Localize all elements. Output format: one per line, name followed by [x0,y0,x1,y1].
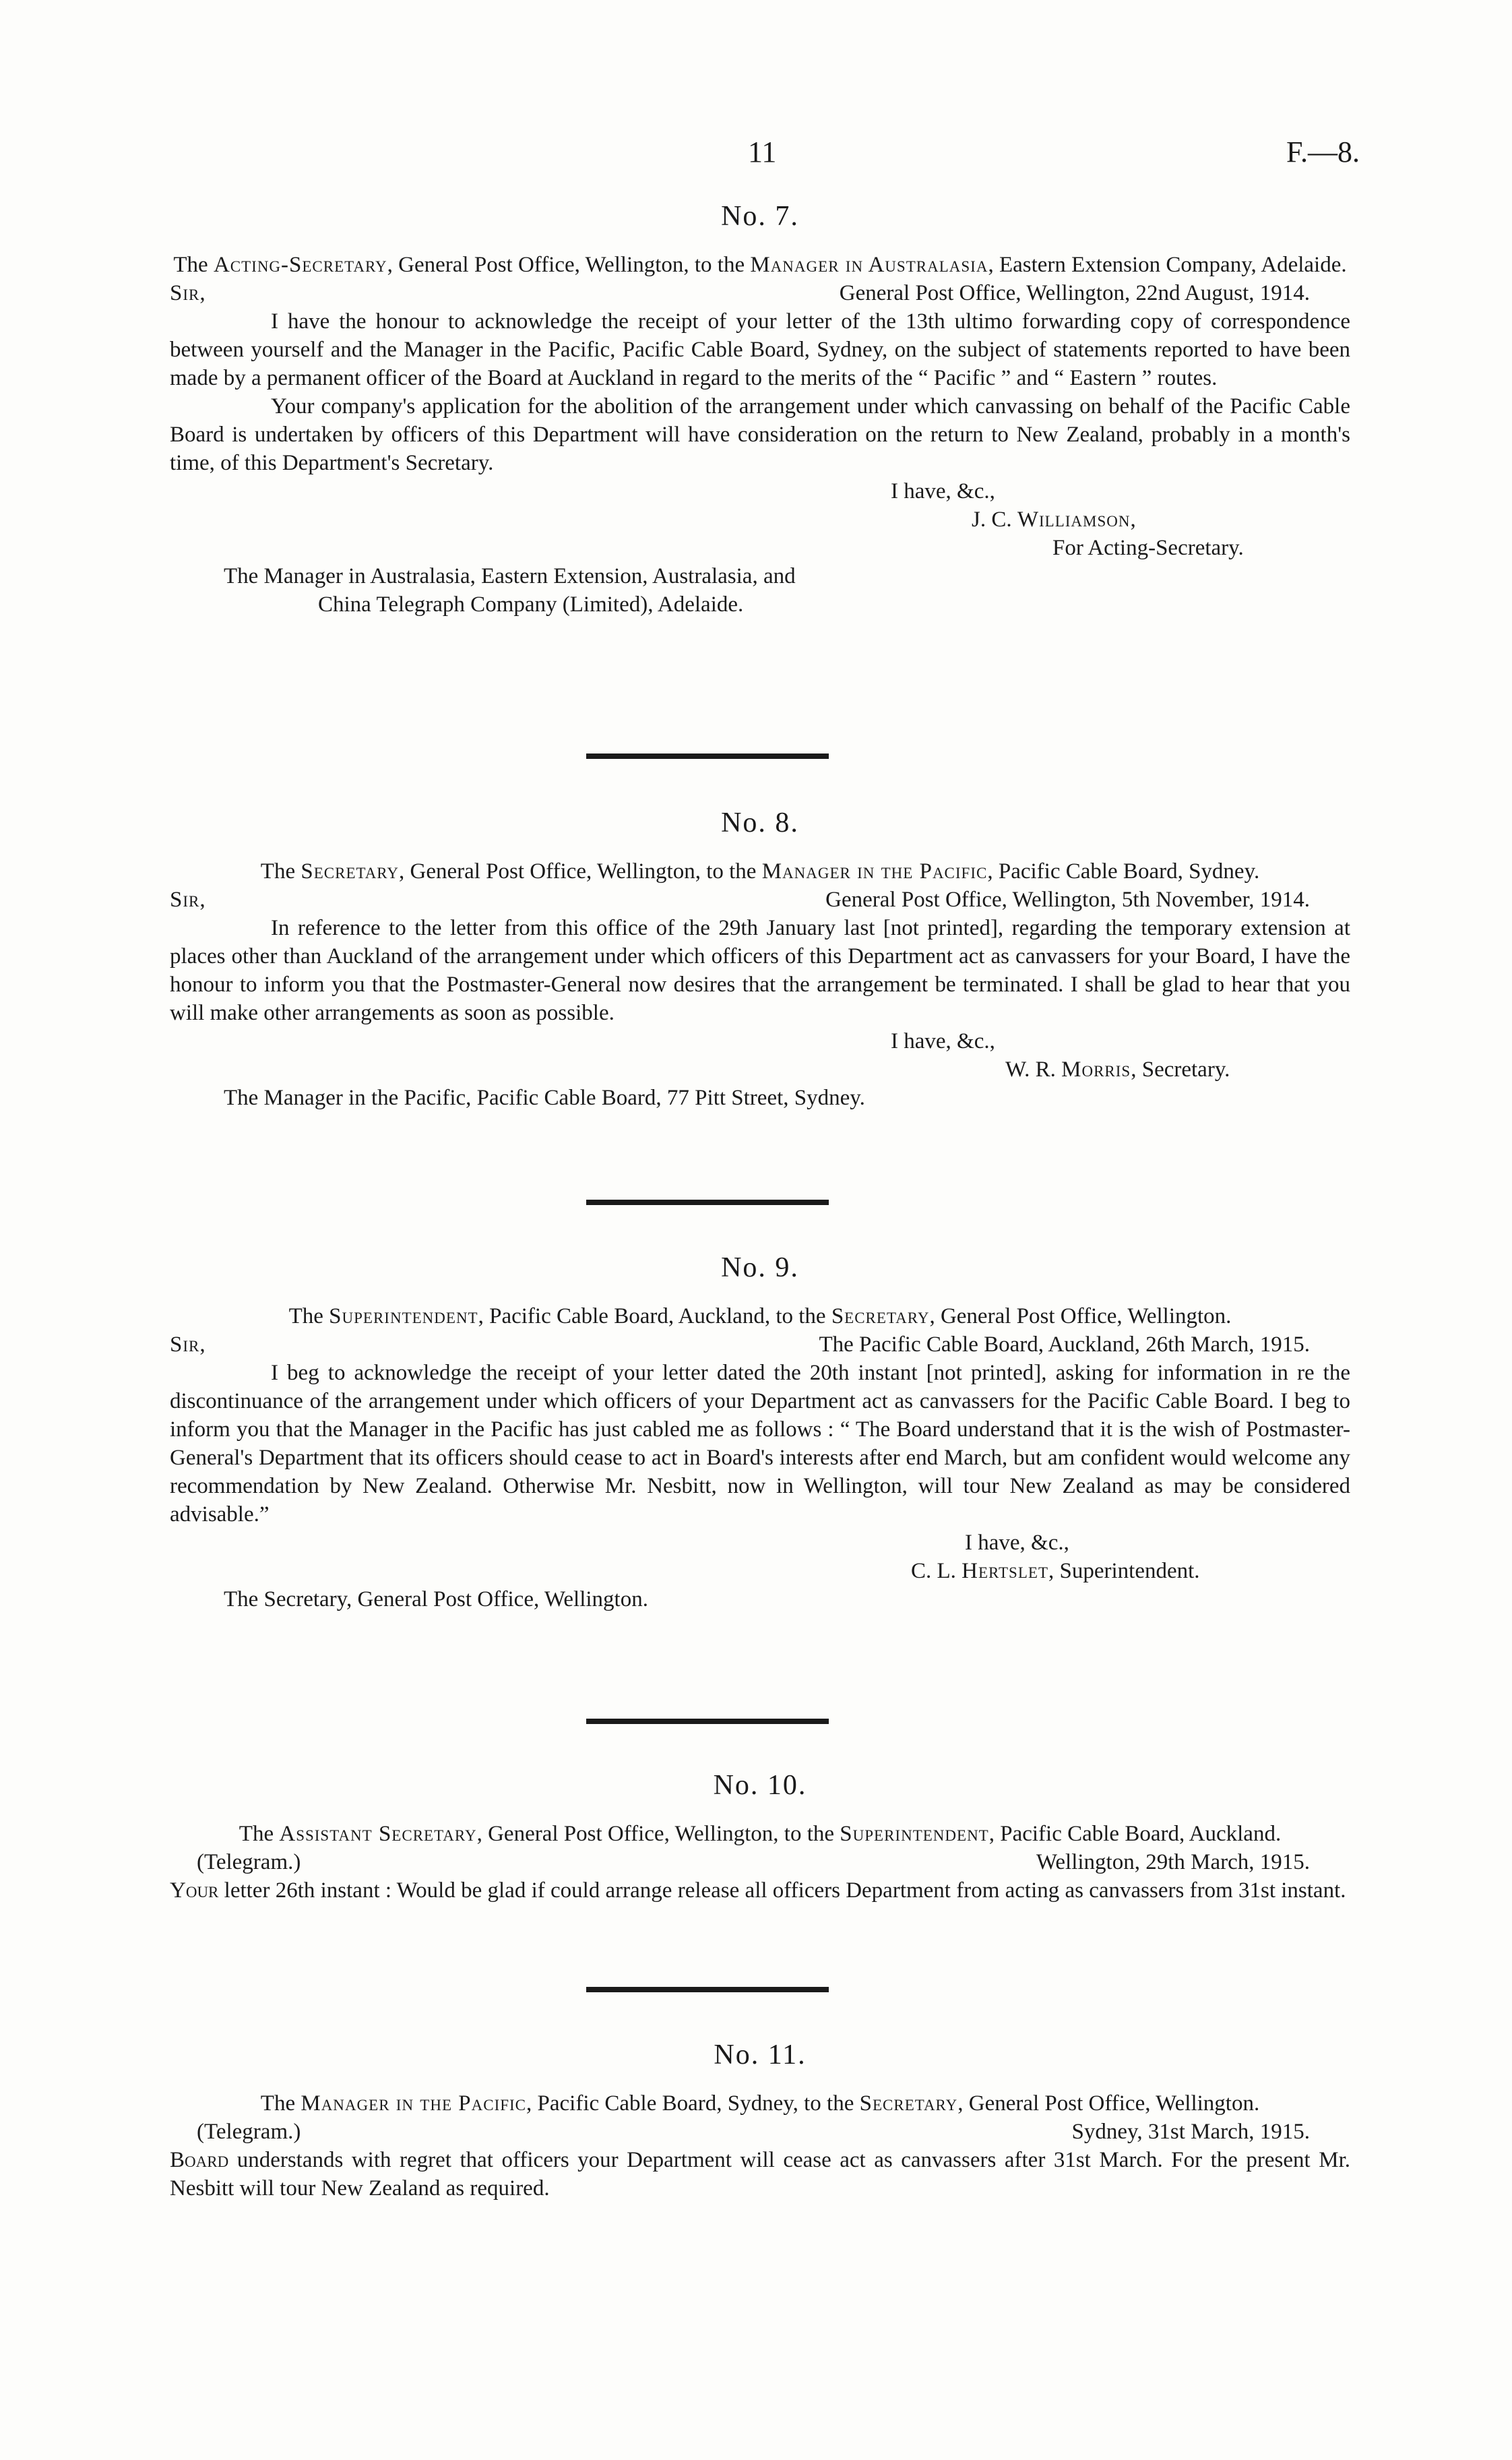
date-line: General Post Office, Wellington, 22nd August, 1914. [839,281,1310,305]
letter-paragraph: In reference to the letter from this office of the 29th January last [not printed], regarding the temporary extension at places other than Auckland of the arrangement under which officers of this Department act as canvassers for your Board, I have the honour to inform you that the Postmaster-General now desires that the arrangement be terminated. I shall be glad to hear that you will make other arrangements as soon as possible. [170,916,1350,1025]
section-divider [586,1987,829,1992]
telegram-row [170,2118,1350,2146]
section-divider [586,1200,829,1205]
date-line: General Post Office, Wellington, 5th November, 1914. [825,888,1310,912]
page-number: 11 [748,135,777,168]
telegram-body: Your letter 26th instant : Would be glad if could arrange release all officers Department from acting as canvassers from 31st instant. [170,1878,1346,1903]
section-divider [586,754,829,759]
salutation: Sir, [170,888,206,912]
letter-heading: The Secretary, General Post Office, Wellington, to the Manager in the Pacific, Pacific Cable Board, Sydney. [260,859,1260,884]
telegram-label: (Telegram.) [197,1850,301,1874]
letter-no-7 [170,202,1350,619]
letter-no-10 [170,1771,1350,1905]
addressee: The Manager in Australasia, Eastern Extension, Australasia, and China Telegraph Company (Limited), Adelaide. [224,564,796,617]
letter-number: No. 11. [714,2039,807,2070]
letter-no-11 [170,2041,1350,2203]
letter-number: No. 9. [721,1252,799,1283]
addressee: The Secretary, General Post Office, Wellington. [224,1587,648,1611]
closing: I have, &c., [965,1531,1069,1555]
letter-number: No. 8. [721,807,799,838]
letter-paragraph: Your company's application for the abolition of the arrangement under which canvassing on behalf of the Pacific Cable Board is undertaken by officers of this Department will have consideration on the return to New Zealand, probably in a month's time, of this Department's Secretary. [170,394,1350,475]
letter-heading: The Manager in the Pacific, Pacific Cable Board, Sydney, to the Secretary, General Post Office, Wellington. [260,2091,1260,2116]
date-line: The Pacific Cable Board, Auckland, 26th March, 1915. [819,1332,1310,1357]
section-divider [586,1719,829,1724]
page-header [0,135,1512,175]
signature-title: For Acting-Secretary. [1052,536,1244,560]
telegram-row [170,1848,1350,1876]
paper-reference: F.—8. [1286,135,1360,168]
signature: C. L. Hertslet, Superintendent. [911,1559,1200,1583]
letter-heading: The Assistant Secretary, General Post Office, Wellington, to the Superintendent, Pacific Cable Board, Auckland. [239,1822,1282,1846]
letter-number: No. 7. [721,201,799,232]
letter-no-8 [170,809,1350,1112]
salutation: Sir, [170,281,206,305]
letter-heading: The Superintendent, Pacific Cable Board, Auckland, to the Secretary, General Post Office, Wellington. [288,1304,1232,1328]
addressee: The Manager in the Pacific, Pacific Cable Board, 77 Pitt Street, Sydney. [224,1086,865,1110]
telegram-body: Board understands with regret that officers your Department will cease act as canvassers after 31st March. For the present Mr. Nesbitt will tour New Zealand as required. [170,2148,1350,2201]
salutation-row [170,1330,1350,1359]
letter-no-9 [170,1254,1350,1613]
closing: I have, &c., [891,479,995,503]
signature: J. C. Williamson, [972,508,1137,532]
letter-paragraph: I beg to acknowledge the receipt of your letter dated the 20th instant [not printed], asking for information in re the discontinuance of the arrangement under which officers of your Department act as canvassers for the Pacific Cable Board. I beg to inform you that the Manager in the Pacific has just cabled me as follows : “ The Board understand that it is the wish of Postmaster-General's Department that its officers should cease to act in Board's interests after end March, but am confident would welcome any recommendation by New Zealand. Otherwise Mr. Nesbitt, now in Wellington, will tour New Zealand as may be considered advisable.” [170,1361,1350,1527]
date-line: Wellington, 29th March, 1915. [1036,1850,1310,1874]
salutation: Sir, [170,1332,206,1357]
letter-heading: The Acting-Secretary, General Post Office, Wellington, to the Manager in Australasia, Eastern Extension Company, Adelaide. [173,253,1347,277]
letter-number: No. 10. [713,1770,807,1801]
salutation-row [170,886,1350,914]
closing: I have, &c., [891,1029,995,1053]
letter-paragraph: I have the honour to acknowledge the receipt of your letter of the 13th ultimo forwarding copy of correspondence between yourself and the Manager in the Pacific, Pacific Cable Board, Sydney, on the subject of statements reported to have been made by a permanent officer of the Board at Auckland in regard to the merits of the “ Pacific ” and “ Eastern ” routes. [170,309,1350,390]
salutation-row [170,279,1350,307]
telegram-label: (Telegram.) [197,2120,301,2144]
signature: W. R. Morris, Secretary. [1005,1057,1230,1082]
date-line: Sydney, 31st March, 1915. [1071,2120,1310,2144]
